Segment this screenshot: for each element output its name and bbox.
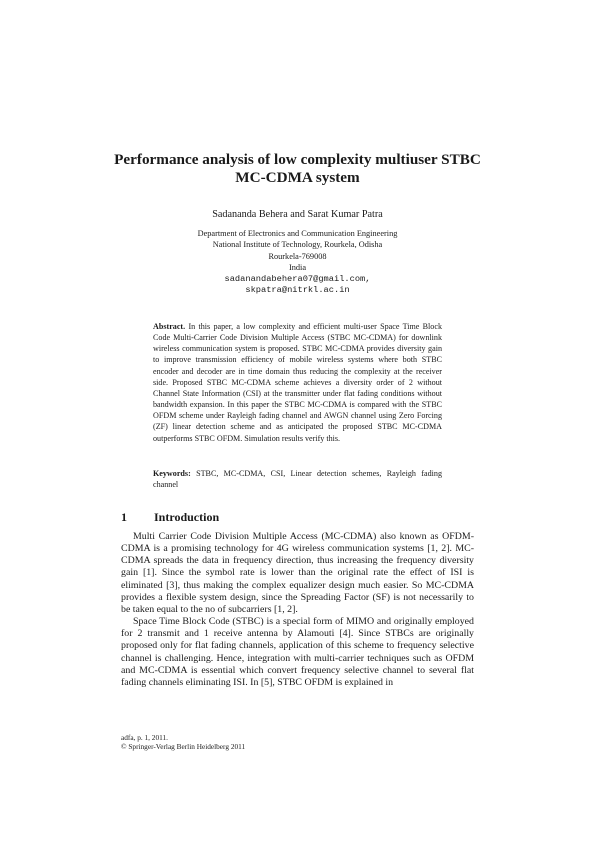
title-line-1: Performance analysis of low complexity multiuser STBC [114, 151, 481, 168]
body-paragraph: Multi Carrier Code Division Multiple Access (MC-CDMA) also known as OFDM-CDMA is a promising technology for 4G wireless communication systems [1, 2]. MC-CDMA spreads the data in frequency direction, thus increasing the frequency diversity gain [1]. Since the symbol rate is lower than the original rate the effect of ISI is eliminated [3], thus making the complex equalizer design much easier. So MC-CDMA provides a flexible system design, since the Spreading Factor (SF) is not necessarily to be taken equal to the no of subcarriers [1, 2]. [121, 531, 474, 615]
body-paragraph: Space Time Block Code (STBC) is a special form of MIMO and originally employed for 2 transmit and 1 receive antenna by Alamouti [4]. Since STBCs are originally proposed only for flat fading channels, application of this scheme to frequency selective channel is challenging. Hence, integration with multi-carrier techniques such as OFDM and MC-CDMA is essential which convert frequency selective channel to several flat fading channels eliminating ISI. In [5], STBC OFDM is explained in [121, 616, 474, 688]
copyright-line: © Springer-Verlag Berlin Heidelberg 2011 [121, 742, 246, 752]
keywords [153, 468, 442, 490]
section-number: 1 [121, 510, 127, 524]
footer-line-1: adfa, p. 1, 2011. [121, 733, 168, 742]
paper-title [100, 151, 495, 187]
page-footer [121, 733, 474, 752]
section-heading [121, 510, 219, 524]
affiliation-block [100, 228, 495, 296]
affiliation-institute: National Institute of Technology, Rourkela, Odisha [212, 240, 383, 250]
affiliation-city: Rourkela-769008 [268, 251, 327, 261]
author-email-1: sadanandabehera07@gmail.com, [224, 273, 371, 284]
author-email-2: skpatra@nitrkl.ac.in [245, 285, 350, 296]
title-line-2: MC-CDMA system [235, 169, 360, 186]
author-list: Sadananda Behera and Sarat Kumar Patra [212, 209, 383, 220]
affiliation-department: Department of Electronics and Communication Engineering [197, 229, 398, 238]
keywords-text: STBC, MC-CDMA, CSI, Linear detection schemes, Rayleigh fading channel [153, 469, 442, 490]
keywords-label: Keywords: [153, 469, 191, 478]
section-body [121, 531, 474, 689]
affiliation-country: India [288, 263, 307, 273]
abstract-text: In this paper, a low complexity and efficient multi-user Space Time Block Code Multi-Carrier Code Division Multiple Access (STBC MC-CDMA) for downlink wireless communication system is proposed. STBC MC-CDMA provides diversity gain to improve transmission efficiency of mobile wireless systems where both STBC encoder and decoder are in time domain thus reducing the complexity at the receiver side. Proposed STBC MC-CDMA scheme achieves a diversity order of 2 without Channel State Information (CSI) at the transmitter under flat fading conditions without bandwidth expansion. In this paper the STBC MC-CDMA is compared with the STBC OFDM scheme under Rayleigh fading channel and AWGN channel using Zero Forcing (ZF) linear detection scheme and as anticipated the proposed STBC MC-CDMA outperforms STBC OFDM. Simulation results verify this. [153, 322, 442, 443]
abstract-label: Abstract. [153, 322, 186, 331]
abstract [153, 321, 442, 444]
section-title: Introduction [154, 510, 220, 524]
